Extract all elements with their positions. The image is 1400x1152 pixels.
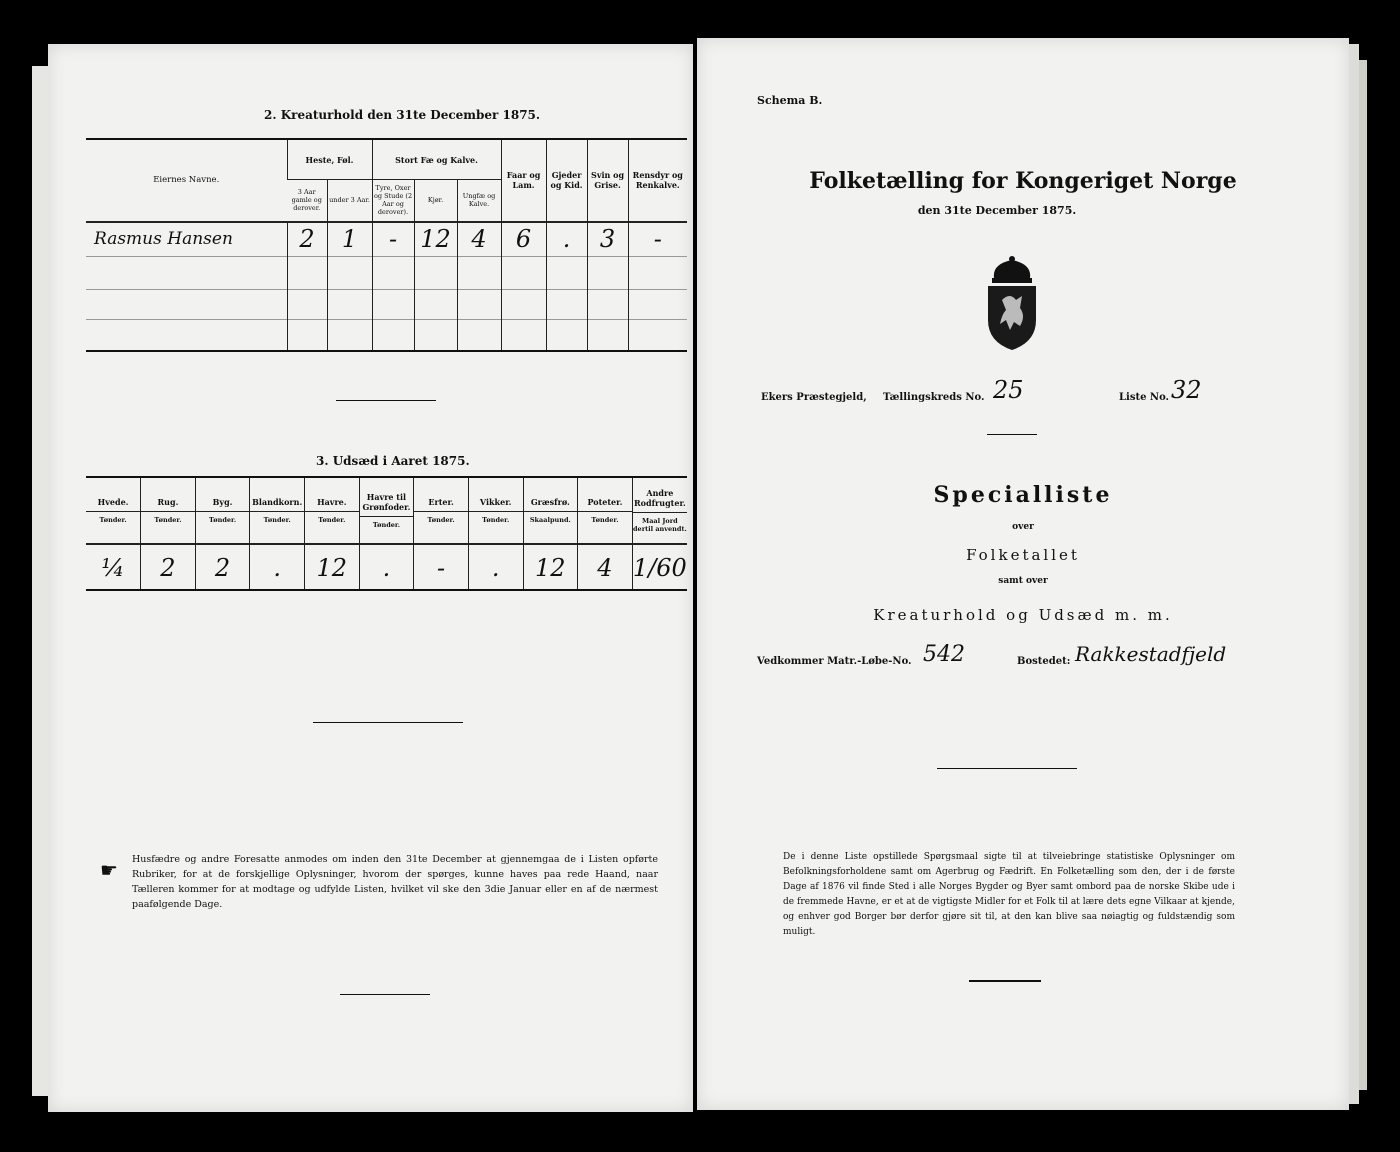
seed-value: 1/60 — [632, 544, 687, 590]
header-horses-old: 3 Aar gamle og derover. — [291, 188, 322, 213]
page-edge-right-inner — [1359, 60, 1367, 1090]
owner-name: Rasmus Hansen — [94, 229, 233, 250]
seed-header-name: Byg. — [196, 497, 250, 512]
seed-header — [86, 478, 141, 544]
seed-value: . — [468, 544, 523, 590]
samt-over-label: samt over — [998, 576, 1048, 586]
residence-label: Bostedet: — [1017, 656, 1071, 667]
district-label: Tællingskreds No. — [883, 392, 985, 403]
section2-title: 2. Kreaturhold den 31te December 1875. — [264, 108, 541, 122]
seed-header — [305, 478, 360, 544]
residence: Rakkestadfjeld — [1075, 642, 1227, 666]
seed-header-name: Rug. — [141, 497, 195, 512]
value-horses-old: 2 — [287, 222, 327, 257]
seed-header-name: Havre til Grønfoder. — [360, 492, 414, 517]
over-label: over — [1012, 522, 1034, 532]
header-horses: Heste, Føl. — [287, 140, 372, 180]
header-goats: Gjeder og Kid. — [546, 140, 587, 222]
seed-header-name: Blandkorn. — [250, 497, 304, 512]
right-page — [697, 38, 1349, 1110]
seed-value: . — [250, 544, 305, 590]
seed-header-name: Andre Rodfrugter. — [633, 488, 687, 513]
divider — [313, 722, 463, 723]
schema-label: Schema B. — [757, 94, 823, 107]
header-owner: Eiernes Navne. — [153, 175, 220, 186]
matr-label: Vedkommer Matr.-Løbe-No. — [757, 656, 912, 667]
header-sheep: Faar og Lam. — [501, 140, 546, 222]
page-edge-right — [1349, 44, 1359, 1104]
value-young-cattle: 4 — [457, 222, 501, 257]
seed-header-unit: Tønder. — [427, 516, 455, 524]
divider — [987, 434, 1037, 435]
header-horses-young: under 3 Aar. — [327, 180, 372, 222]
seed-header-unit: Maal Jord dertil anvendt. — [633, 517, 687, 533]
page-edge-left — [32, 66, 48, 1096]
notice-text: De i denne Liste opstillede Spørgsmaal sigte til at tilveiebringe statistiske Oplysninger om Befolkningsforholdene samt om Agerbrug og Fædrift. En Folketælling som den, der i de første Dage af 1876 vil finde Sted i alle Norges Bygder og Byer samt ombord paa de norske Skibe ude i de fremmede Havne, er et at de vigtigste Midler for et Folk til at lære dets egne Vilkaar at kjende, og enhver god Borger bør derfor gjøre sit til, at den kan blive saa nøiagtig og fuldstændig som muligt. — [783, 852, 1235, 937]
seed-header — [195, 478, 250, 544]
livestock-table — [86, 140, 687, 350]
seed-value: 12 — [305, 544, 360, 590]
divider — [969, 980, 1041, 982]
header-reindeer: Rensdyr og Renkalve. — [628, 140, 687, 222]
seed-header-name: Erter. — [414, 497, 468, 512]
header-young-cattle: Ungfæ og Kalve. — [457, 180, 501, 222]
divider — [336, 400, 436, 401]
parish: Ekers Præstegjeld, — [761, 392, 867, 403]
census-date: den 31te December 1875. — [917, 204, 1077, 217]
district-number: 25 — [993, 376, 1024, 404]
value-cows: 12 — [414, 222, 457, 257]
section3-title: 3. Udsæd i Aaret 1875. — [316, 454, 470, 468]
seed-header-name: Græsfrø. — [524, 497, 578, 512]
seed-value: 4 — [578, 544, 633, 590]
pointing-hand-icon: ☛ — [100, 858, 118, 882]
seed-value: ¼ — [101, 553, 125, 582]
header-bulls: Tyre, Oxer og Stude (2 Aar og derover). — [372, 180, 414, 222]
seed-header-name: Poteter. — [578, 497, 632, 512]
seed-value: 12 — [523, 544, 578, 590]
left-page — [48, 44, 693, 1112]
seed-header — [523, 478, 578, 544]
header-pigs: Svin og Grise. — [587, 140, 628, 222]
seed-header — [468, 478, 523, 544]
coat-of-arms-icon — [980, 256, 1044, 352]
seed-header-name: Hvede. — [86, 497, 140, 512]
seed-header-unit: Tønder. — [154, 516, 182, 524]
seed-header-unit: Skaalpund. — [529, 516, 571, 524]
seed-header-unit: Tønder. — [372, 521, 401, 529]
seed-header — [578, 478, 633, 544]
value-bulls: - — [372, 222, 414, 257]
matr-number: 542 — [923, 642, 965, 667]
value-pigs: 3 — [587, 222, 628, 257]
value-sheep: 6 — [501, 222, 546, 257]
value-horses-young: 1 — [327, 222, 372, 257]
seed-value: 2 — [195, 544, 250, 590]
main-title: Folketælling for Kongeriget Norge — [809, 168, 1237, 194]
seed-value: . — [359, 544, 414, 590]
seed-table — [86, 478, 687, 590]
special-list-title: Specialliste — [933, 482, 1113, 508]
seed-header — [632, 478, 687, 544]
seed-header-unit: Tønder. — [318, 516, 346, 524]
seed-header — [414, 478, 469, 544]
population-label: Folketallet — [966, 546, 1080, 564]
seed-header-unit: Tønder. — [99, 516, 127, 524]
divider — [340, 994, 430, 995]
value-reindeer: - — [628, 222, 687, 257]
list-number: 32 — [1171, 376, 1202, 404]
seed-header-unit: Tønder. — [263, 516, 291, 524]
seed-header-unit: Tønder. — [482, 516, 510, 524]
seed-value: - — [414, 544, 469, 590]
seed-header — [141, 478, 196, 544]
header-cows: Kjør. — [414, 180, 457, 222]
seed-header-unit: Tønder. — [208, 516, 237, 524]
value-goats: . — [546, 222, 587, 257]
seed-header-unit: Tønder. — [591, 516, 619, 524]
seed-header-name: Vikker. — [469, 497, 523, 512]
seed-value: 2 — [141, 544, 196, 590]
list-label: Liste No. — [1119, 392, 1170, 403]
footnote: Husfædre og andre Foresatte anmodes om inden den 31te December at gjennemgaa de i Listen opførte Rubriker, for at de forskjellige Oplysninger, hvorom der spørges, kunne haves paa rede Haand, naar Tælleren kommer for at modtage og udfylde Listen, hvilket vil ske den 3die Januar eller en af de nærmest paafølgende Dage. — [132, 854, 658, 910]
header-cattle: Stort Fæ og Kalve. — [372, 140, 501, 180]
livestock-seed-label: Kreaturhold og Udsæd m. m. — [873, 606, 1173, 624]
seed-header — [250, 478, 305, 544]
divider — [937, 768, 1077, 769]
seed-header-name: Havre. — [305, 497, 359, 512]
seed-header — [359, 478, 414, 544]
